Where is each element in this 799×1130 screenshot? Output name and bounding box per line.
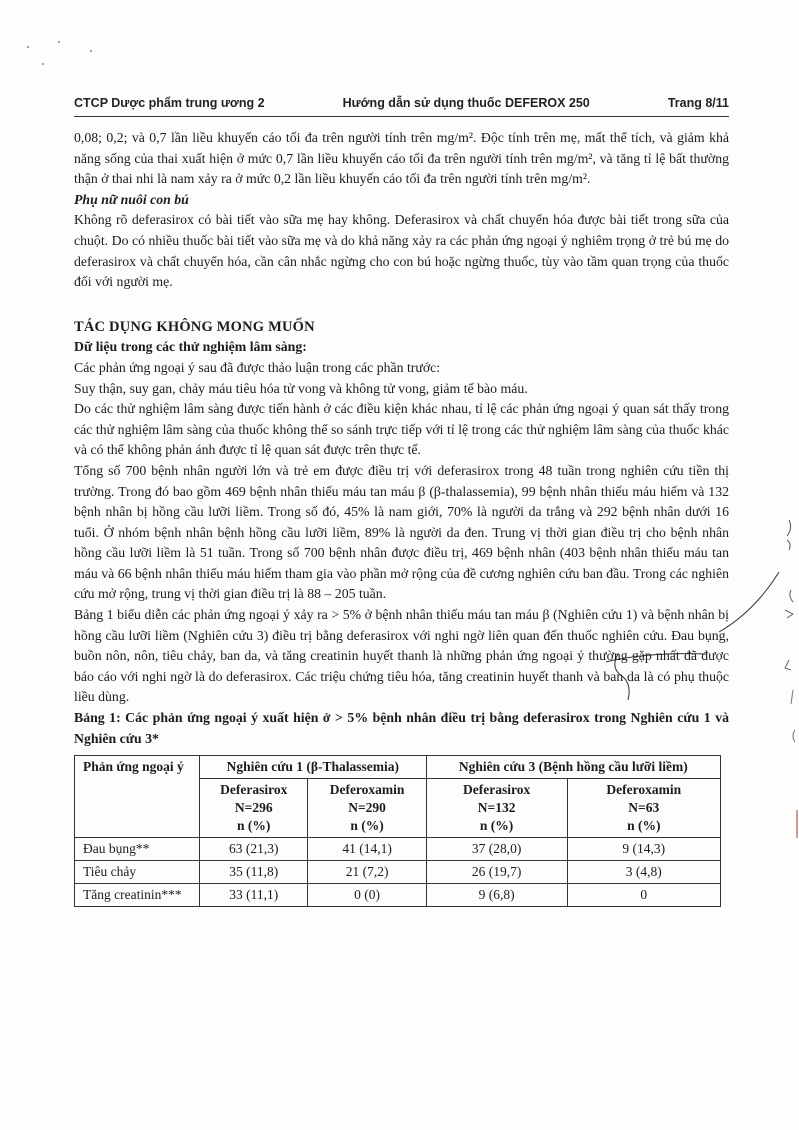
scan-speck [42,63,44,65]
page-header [74,96,729,117]
table-cell: 35 (11,8) [200,861,308,884]
table-cell: 9 (6,8) [426,884,567,907]
column-header: Deferoxamin N=63 n (%) [567,779,720,838]
table-cell: 3 (4,8) [567,861,720,884]
column-header: Deferasirox N=132 n (%) [426,779,567,838]
table-cell: 0 [567,884,720,907]
paragraph-dosage-tail: 0,08; 0,2; và 0,7 lần liều khuyến cáo tối đa trên người tính trên mg/m². Độc tính trên mẹ, mất thể tích, và giảm khả năng sống của thai xuất hiện ở mức 0,7 lần liều khuyến cáo tối đa trên người tính trên mg/m², và tăng tỉ lệ bất thường thận ở thai nhi là nam xảy ra ở mức 0,2 lần liều khuyến cáo tối đa trên người tính trên mg/m². [74,130,729,187]
company-name: CTCP Dược phẩm trung ương 2 [74,96,265,110]
table-cell: 33 (11,1) [200,884,308,907]
document-body [74,128,729,907]
table-cell: 21 (7,2) [308,861,426,884]
paragraph: Suy thận, suy gan, chảy máu tiêu hóa tử vong và không tử vong, giảm tế bào máu. [74,380,528,396]
column-header: Deferoxamin N=290 n (%) [308,779,426,838]
table-row [75,884,721,907]
column-header: Deferasirox N=296 n (%) [200,779,308,838]
table-header-row [75,756,721,779]
table-row [75,861,721,884]
table-cell: 37 (28,0) [426,838,567,861]
table-caption: Bảng 1: Các phản ứng ngoại ý xuất hiện ở > 5% bệnh nhân điều trị bằng deferasirox trong Nghiên cứu 1 và Nghiên cứu 3* [74,710,729,746]
table-cell: 41 (14,1) [308,838,426,861]
nursing-heading: Phụ nữ nuôi con bú [74,191,189,207]
row-label: Tiêu chảy [75,861,200,884]
paragraph: Các phản ứng ngoại ý sau đã được thảo luận trong các phần trước: [74,359,441,375]
table-cell: 9 (14,3) [567,838,720,861]
nursing-paragraph: Không rõ deferasirox có bài tiết vào sữa mẹ hay không. Deferasirox và chất chuyển hóa được bài tiết trong sữa của chuột. Do có nhiều thuốc bài tiết vào sữa mẹ và do khả năng xảy ra các phản ứng ngoại ý nghiêm trọng ở trẻ bú mẹ do deferasirox và chất chuyển hóa, cần cân nhắc ngừng cho con bú hoặc ngừng thuốc, tùy vào tầm quan trọng của thuốc đối với người mẹ. [74,212,729,290]
section-heading-adverse-effects: TÁC DỤNG KHÔNG MONG MUỐN [74,318,315,335]
row-label: Đau bụng** [75,838,200,861]
study3-header: Nghiên cứu 3 (Bệnh hồng cầu lưỡi liềm) [426,756,720,779]
study1-header: Nghiên cứu 1 (β-Thalassemia) [200,756,427,779]
table-cell: 0 (0) [308,884,426,907]
adverse-reactions-table [74,755,721,907]
scan-speck [27,46,29,48]
clinical-data-heading: Dữ liệu trong các thử nghiệm lâm sàng: [74,339,307,355]
table-corner-header: Phản ứng ngoại ý [75,756,200,838]
paragraph: Tổng số 700 bệnh nhân người lớn và trẻ em được điều trị với deferasirox trong 48 tuần trong nghiên cứu tiền thị trường. Trong đó bao gồm 469 bệnh nhân thiếu máu tan máu β (β-thalassemia), 99 bệnh nhân thiếu máu hiếm và 132 bệnh nhân bị hồng cầu lưỡi liềm. Trong số đó, 45% là nam giới, 70% là người da trắng và 292 bệnh nhân dưới 16 tuổi. Ở nhóm bệnh nhân bệnh hồng cầu lưỡi liềm, 89% là người da đen. Trung vị thời gian điều trị cho bệnh nhân hồng cầu lưỡi liềm là 51 tuần. Trong số 700 bệnh nhân được điều trị, 469 bệnh nhân (403 bệnh nhân thiếu máu tan máu và 66 bệnh nhân thiếu máu hiếm tham gia vào phần mở rộng của đề cương nghiên cứu ban đầu. Trong các nghiên cứu mở rộng, trung vị thời gian điều trị là 88 – 205 tuần. [74,462,729,602]
paragraph: Bảng 1 biểu diễn các phản ứng ngoại ý xảy ra > 5% ở bệnh nhân thiếu máu tan máu β (Nghiên cứu 1) và bệnh nhân bị hồng cầu lưỡi liềm (Nghiên cứu 3) điều trị bằng deferasirox với nghi ngờ liên quan đến thuốc nghiên cứu. Đau bụng, buồn nôn, nôn, tiêu chảy, ban da, và tăng creatinin huyết thanh là những phản ứng ngoại ý thường gặp nhất đã được báo cáo với nghi ngờ là do deferasirox. Các triệu chứng tiêu hóa, tăng creatinin huyết thanh và ban da là có phụ thuộc liều dùng. [74,607,729,705]
scan-speck [58,41,60,43]
table-cell: 63 (21,3) [200,838,308,861]
table-row [75,838,721,861]
row-label: Tăng creatinin*** [75,884,200,907]
table-cell: 26 (19,7) [426,861,567,884]
scan-speck [90,50,92,52]
document-title: Hướng dẫn sử dụng thuốc DEFEROX 250 [342,96,590,110]
paragraph: Do các thử nghiệm lâm sàng được tiến hành ở các điều kiện khác nhau, tỉ lệ các phản ứng ngoại ý quan sát thấy trong các thử nghiệm lâm sàng của thuốc không thể so sánh trực tiếp với tỉ lệ trong các thử nghiệm lâm sàng của thuốc khác và có thể không phản ánh được tỉ lệ quan sát được trên thực tế. [74,401,729,458]
page-number: Trang 8/11 [667,96,729,110]
